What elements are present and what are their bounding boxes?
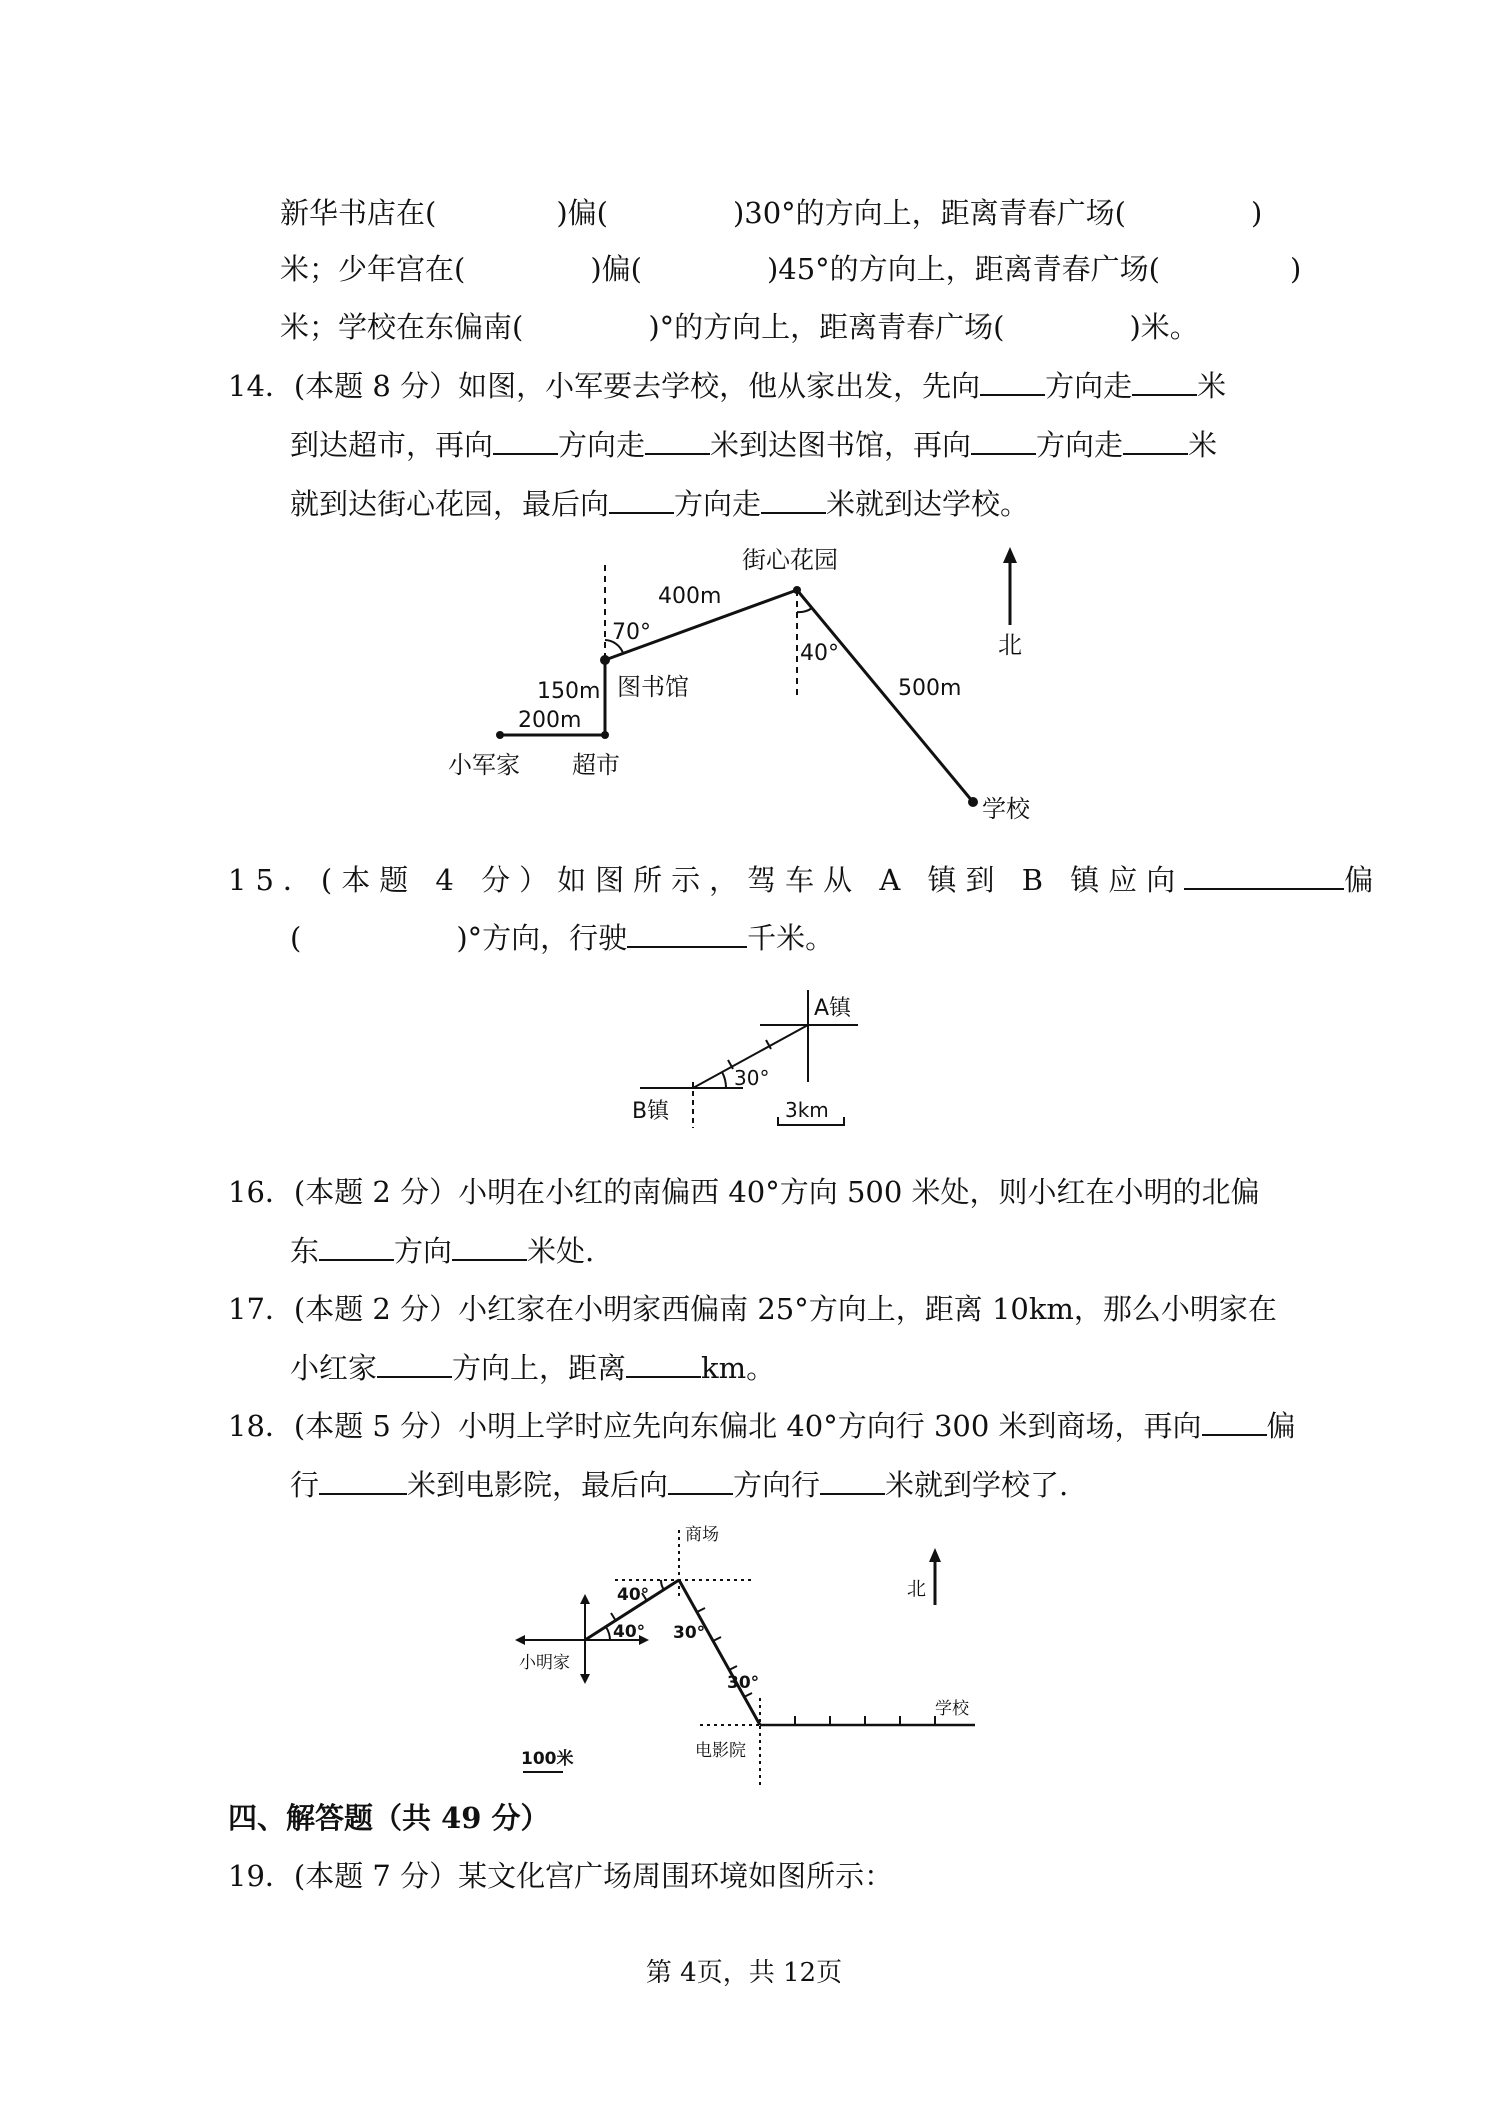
label-scale-3km: 3km (785, 1098, 829, 1122)
home-angle-arc (606, 1627, 610, 1640)
label-home: 小明家 (519, 1653, 570, 1673)
q14-line-3: 就到达街心花园，最后向 方向走 米就到达学校。 (290, 487, 1030, 521)
label-scale: 100米 (521, 1749, 574, 1769)
library-point (600, 655, 610, 665)
q15-line-2: ( )°方向，行驶 千米。 (290, 921, 835, 955)
q14-route-figure (440, 545, 1040, 835)
tick-mc-3 (729, 1666, 737, 1670)
q17-line-2: 小红家 方向上，距离 km。 (290, 1351, 776, 1385)
label-angle-30: 30° (734, 1066, 770, 1090)
page-footer: 第 4页，共 12页 (645, 1958, 843, 1988)
label-angle-70: 70° (612, 620, 651, 645)
home-up-arrow (580, 1594, 590, 1604)
label-a-town: A镇 (814, 996, 852, 1021)
tick-mc-4 (744, 1693, 752, 1697)
label-dist-150: 150m (537, 679, 601, 704)
label-dist-500: 500m (898, 676, 962, 701)
north-label: 北 (998, 631, 1022, 659)
q13-line-1: 新华书店在( )偏( )30°的方向上，距离青春广场( ) (280, 196, 1263, 230)
label-angle-cinema: 30° (727, 1673, 760, 1693)
q16-line-2: 东 方向 米处. (290, 1234, 595, 1268)
label-library: 图书馆 (617, 673, 689, 701)
north-arrowhead (929, 1548, 941, 1562)
q14-line-2: 到达超市，再向 方向走 米到达图书馆，再向 方向走 米 (290, 428, 1218, 462)
q15-town-figure (630, 985, 870, 1135)
section-4-title: 四、解答题（共 49 分） (228, 1801, 550, 1835)
home-point (496, 731, 504, 739)
label-home: 小军家 (448, 751, 520, 779)
q14-line-1: 14．(本题 8 分）如图，小军要去学校，他从家出发，先向 方向走 米 (228, 369, 1227, 403)
q18-route-figure (515, 1520, 995, 1790)
north-label: 北 (907, 1578, 927, 1600)
label-garden: 街心花园 (742, 546, 838, 574)
tick-mc-1 (697, 1608, 705, 1612)
q15-line-1: 15．(本题 4 分）如图所示，驾车从 A 镇到 B 镇应向 偏 (228, 863, 1383, 897)
tick-hm-1 (611, 1613, 616, 1621)
segment-mall-cinema (679, 1580, 760, 1725)
north-arrowhead (1003, 547, 1017, 563)
home-left-arrow (515, 1635, 525, 1645)
angle-arc-30 (722, 1072, 726, 1088)
garden-angle-arc (797, 608, 812, 612)
label-angle-mall-down: 30° (673, 1623, 706, 1643)
market-point (601, 731, 609, 739)
mall-angle-arc (661, 1580, 664, 1590)
q16-line-1: 16．(本题 2 分）小明在小红的南偏西 40°方向 500 米处，则小红在小明的北偏 (228, 1175, 1260, 1209)
label-angle-home: 40° (613, 1622, 646, 1642)
q18-line-1: 18．(本题 5 分）小明上学时应先向东偏北 40°方向行 300 米到商场，再向 偏 (228, 1409, 1296, 1443)
label-cinema: 电影院 (695, 1741, 746, 1761)
q18-line-2: 行 米到电影院，最后向 方向行 米就到学校了. (290, 1468, 1069, 1502)
label-angle-40: 40° (800, 641, 839, 666)
garden-point (793, 586, 801, 594)
label-market: 超市 (572, 751, 620, 779)
label-dist-200: 200m (518, 708, 582, 733)
q17-line-1: 17．(本题 2 分）小红家在小明家西偏南 25°方向上，距离 10km，那么小明家在 (228, 1292, 1277, 1326)
label-school: 学校 (982, 795, 1030, 823)
label-school: 学校 (935, 1699, 969, 1719)
home-down-arrow (580, 1674, 590, 1684)
label-b-town: B镇 (632, 1099, 670, 1124)
school-point (968, 797, 978, 807)
label-angle-mall: 40° (617, 1585, 650, 1605)
q13-line-3: 米；学校在东偏南( )°的方向上，距离青春广场( )米。 (280, 310, 1199, 344)
q19-line-1: 19．(本题 7 分）某文化宫广场周围环境如图所示： (228, 1859, 894, 1893)
tick-mc-2 (713, 1637, 721, 1641)
label-mall: 商场 (685, 1525, 719, 1545)
label-dist-400: 400m (658, 584, 722, 609)
q13-line-2: 米；少年宫在( )偏( )45°的方向上，距离青春广场( ) (280, 252, 1302, 286)
